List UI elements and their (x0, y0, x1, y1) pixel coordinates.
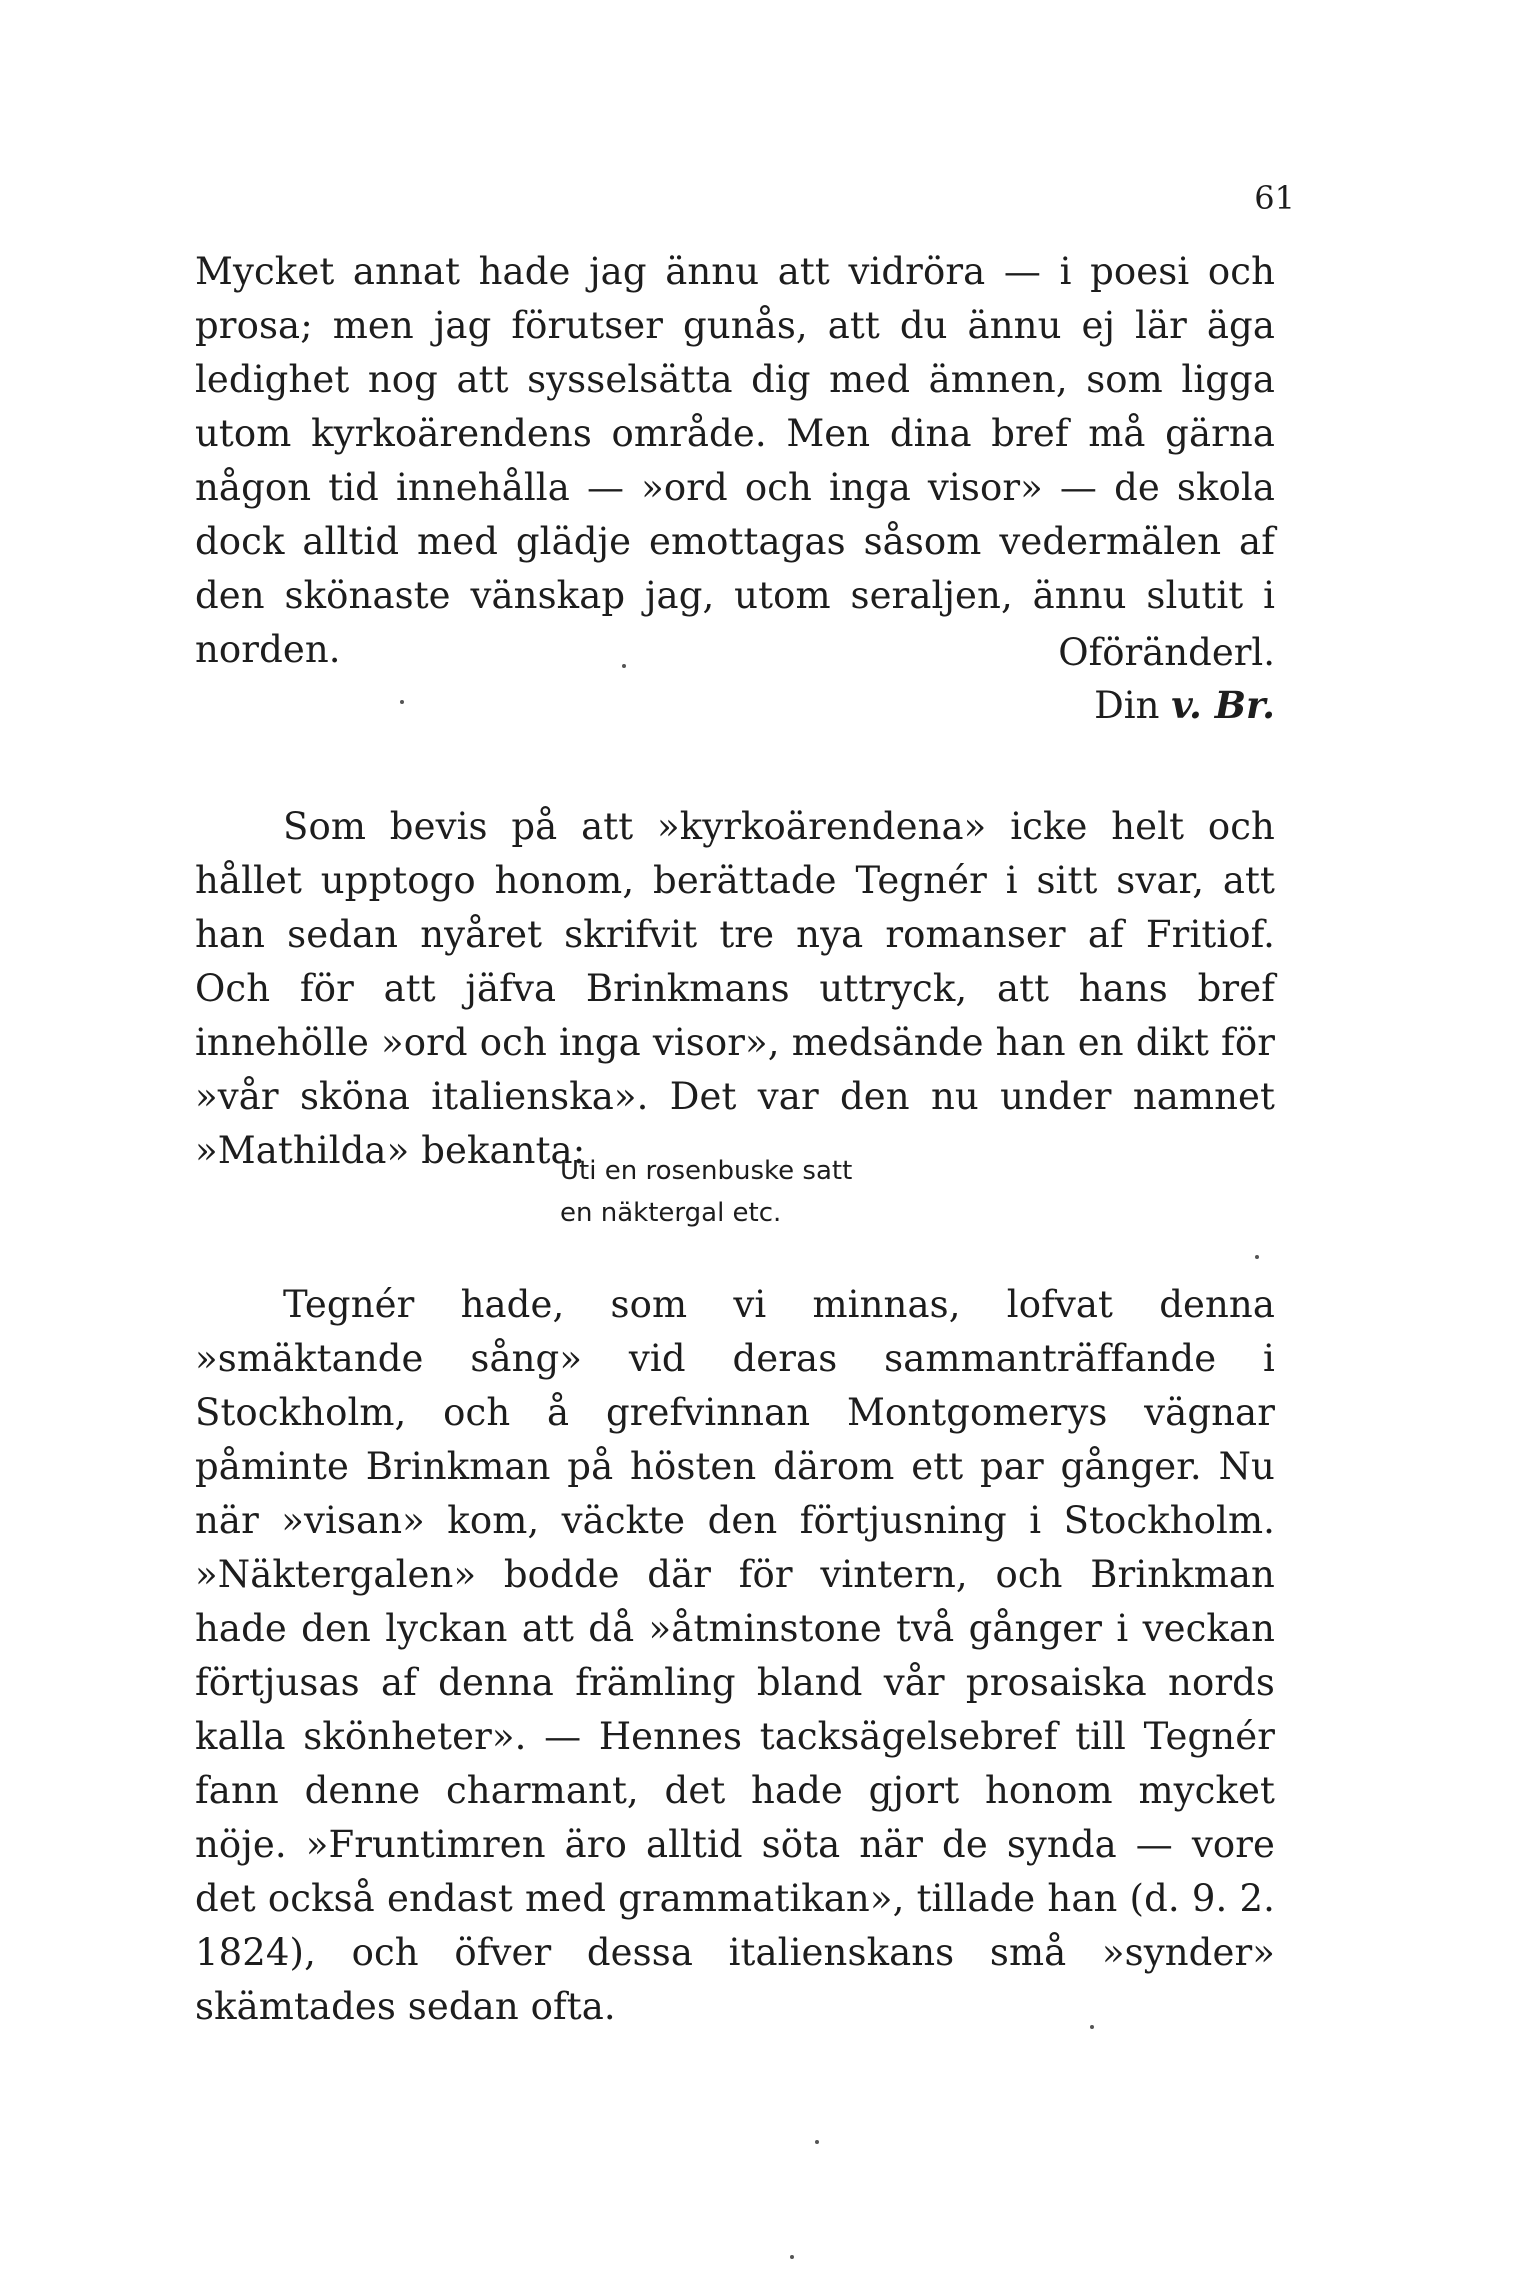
paragraph-2: Som bevis på att »kyrkoärendena» icke helt och hållet upptogo honom, berättade Tegnér i sitt svar, att han sedan nyåret skrifvit tre nya romanser af Fritiof. Och för att jäfva Brinkmans uttryck, att hans bref innehölle »ord och inga visor», medsände han en dikt för »vår sköna italienska». Det var den nu under namnet »Mathilda» bekanta: (195, 805, 1275, 1172)
signoff-name: v. Br. (1171, 683, 1275, 727)
signoff-line-2 (195, 679, 1275, 732)
print-speck (1090, 2025, 1094, 2029)
print-speck (622, 664, 626, 668)
print-speck (790, 2255, 794, 2259)
letter-signoff (195, 627, 1275, 732)
print-speck (815, 2140, 819, 2144)
print-speck (1255, 1255, 1259, 1259)
signoff-prefix: Din (1094, 684, 1172, 727)
paragraph-1-block (195, 245, 1275, 677)
verse-line-2: en näktergal etc. (560, 1198, 782, 1228)
paragraph-2-block (195, 800, 1275, 1178)
paragraph-3-block (195, 1278, 1275, 2034)
signoff-line-1: Oföränderl. (1058, 631, 1275, 674)
paragraph-3: Tegnér hade, som vi minnas, lofvat denna »smäktande sång» vid deras sammanträffande i Stockholm, och å grefvinnan Montgomerys vägnar påminte Brinkman på hösten därom ett par gånger. Nu när »visan» kom, väckte den förtjusning i Stockholm. »Näktergalen» bodde där för vintern, och Brinkman hade den lyckan att då »åtminstone två gånger i veckan förtjusas af denna främling bland vår prosaiska nords kalla skönheter». — Hennes tacksägelsebref till Tegnér fann denne charmant, det hade gjort honom mycket nöje. »Fruntimren äro alltid söta när de synda — vore det också endast med grammatikan», tillade han (d. 9. 2. 1824), och öfver dessa italienskans små »synder» skämtades sedan ofta. (195, 1283, 1275, 2028)
page-number: 61 (1254, 179, 1295, 217)
paragraph-1: Mycket annat hade jag ännu att vidröra — i poesi och prosa; men jag förutser gunås, att du ännu ej lär äga ledighet nog att sysselsätta dig med ämnen, som ligga utom kyrkoärendens område. Men dina bref må gärna någon tid innehålla — »ord och inga visor» — de skola dock alltid med glädje emottagas såsom vedermälen af den skönaste vänskap jag, utom seraljen, ännu slutit i norden. (195, 250, 1275, 671)
verse-line-1: Uti en rosenbuske satt (560, 1156, 853, 1186)
verse-quote (560, 1150, 852, 1234)
print-speck (400, 700, 404, 704)
